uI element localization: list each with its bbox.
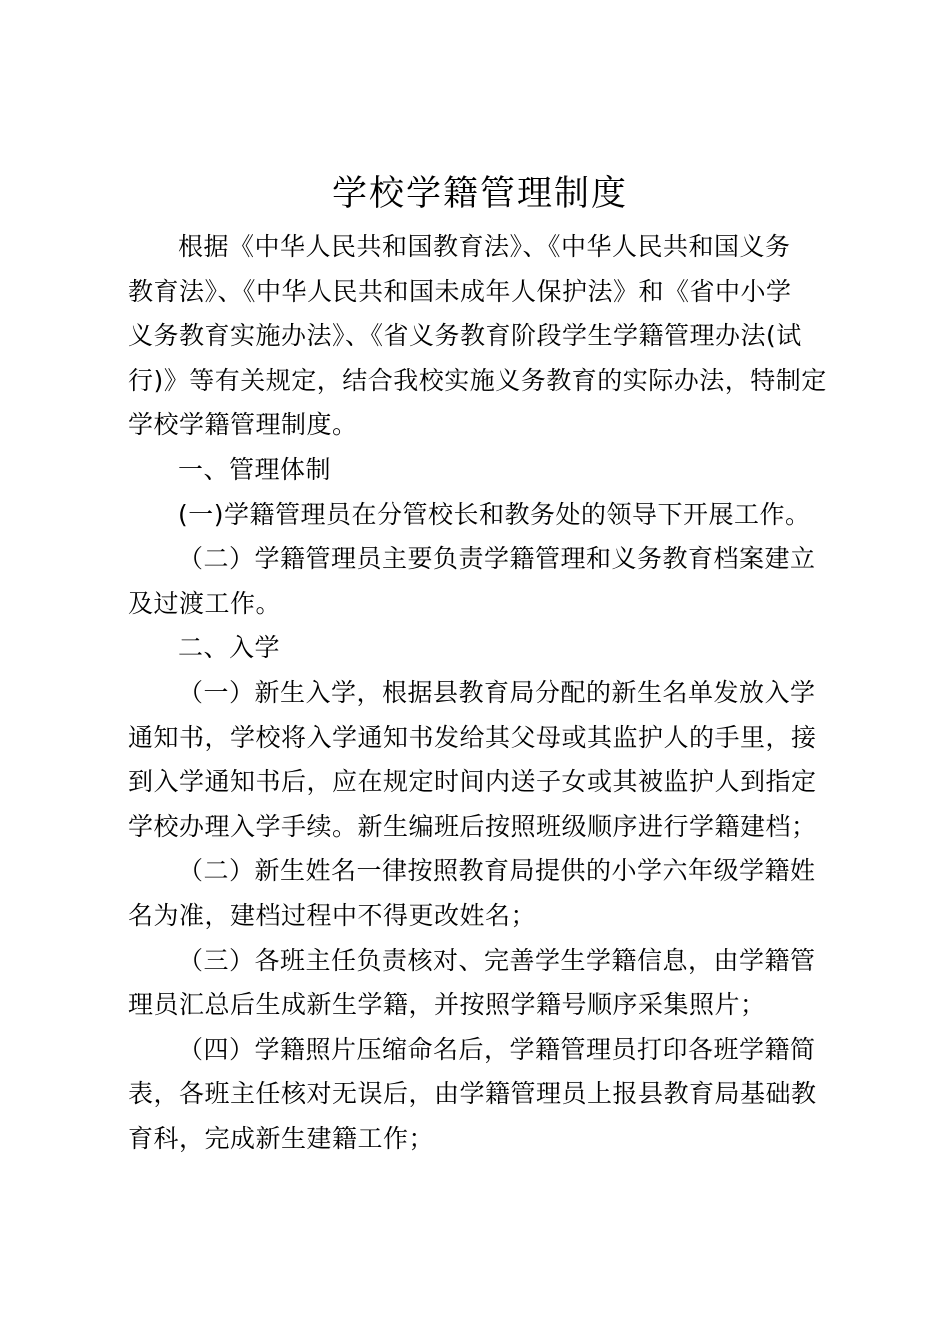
text-line: 通知书，学校将入学通知书发给其父母或其监护人的手里，接 (128, 722, 817, 752)
text-line: （一）新生入学，根据县教育局分配的新生名单发放入学 (178, 677, 816, 707)
document-title: 学校学籍管理制度 (331, 174, 628, 214)
text-line: 学校学籍管理制度。 (128, 410, 358, 440)
text-line: （三）各班主任负责核对、完善学生学籍信息，由学籍管 (178, 945, 816, 975)
text-line: 理员汇总后生成新生学籍，并按照学籍号顺序采集照片； (128, 990, 766, 1020)
text-line: 表，各班主任核对无误后，由学籍管理员上报县教育局基础教 (128, 1079, 817, 1109)
text-line: 行)》等有关规定，结合我校实施义务教育的实际办法，特制定 (128, 365, 827, 395)
document-body (128, 225, 834, 1161)
text-line: 名为准，建档过程中不得更改姓名； (128, 900, 537, 930)
text-line: （四）学籍照片压缩命名后，学籍管理员打印各班学籍简 (178, 1034, 816, 1064)
section-heading: 一、管理体制 (178, 454, 332, 484)
text-line: 及过渡工作。 (128, 588, 282, 618)
text-line: 学校办理入学手续。新生编班后按照班级顺序进行学籍建档； (128, 811, 817, 841)
text-line: 根据《中华人民共和国教育法》、《中华人民共和国义务 (178, 232, 791, 261)
text-line: 育科，完成新生建籍工作； (128, 1123, 435, 1153)
text-line: (一)学籍管理员在分管校长和教务处的领导下开展工作。 (178, 499, 811, 529)
text-line: 义务教育实施办法》、《省义务教育阶段学生学籍管理办法(试 (128, 321, 802, 351)
text-line: （二）新生姓名一律按照教育局提供的小学六年级学籍姓 (178, 856, 816, 886)
text-line: （二）学籍管理员主要负责学籍管理和义务教育档案建立 (178, 544, 816, 574)
section-heading: 二、入学 (178, 633, 281, 663)
text-line: 教育法》、《中华人民共和国未成年人保护法》和《省中小学 (128, 276, 792, 306)
text-line: 到入学通知书后，应在规定时间内送子女或其被监护人到指定 (128, 767, 817, 797)
